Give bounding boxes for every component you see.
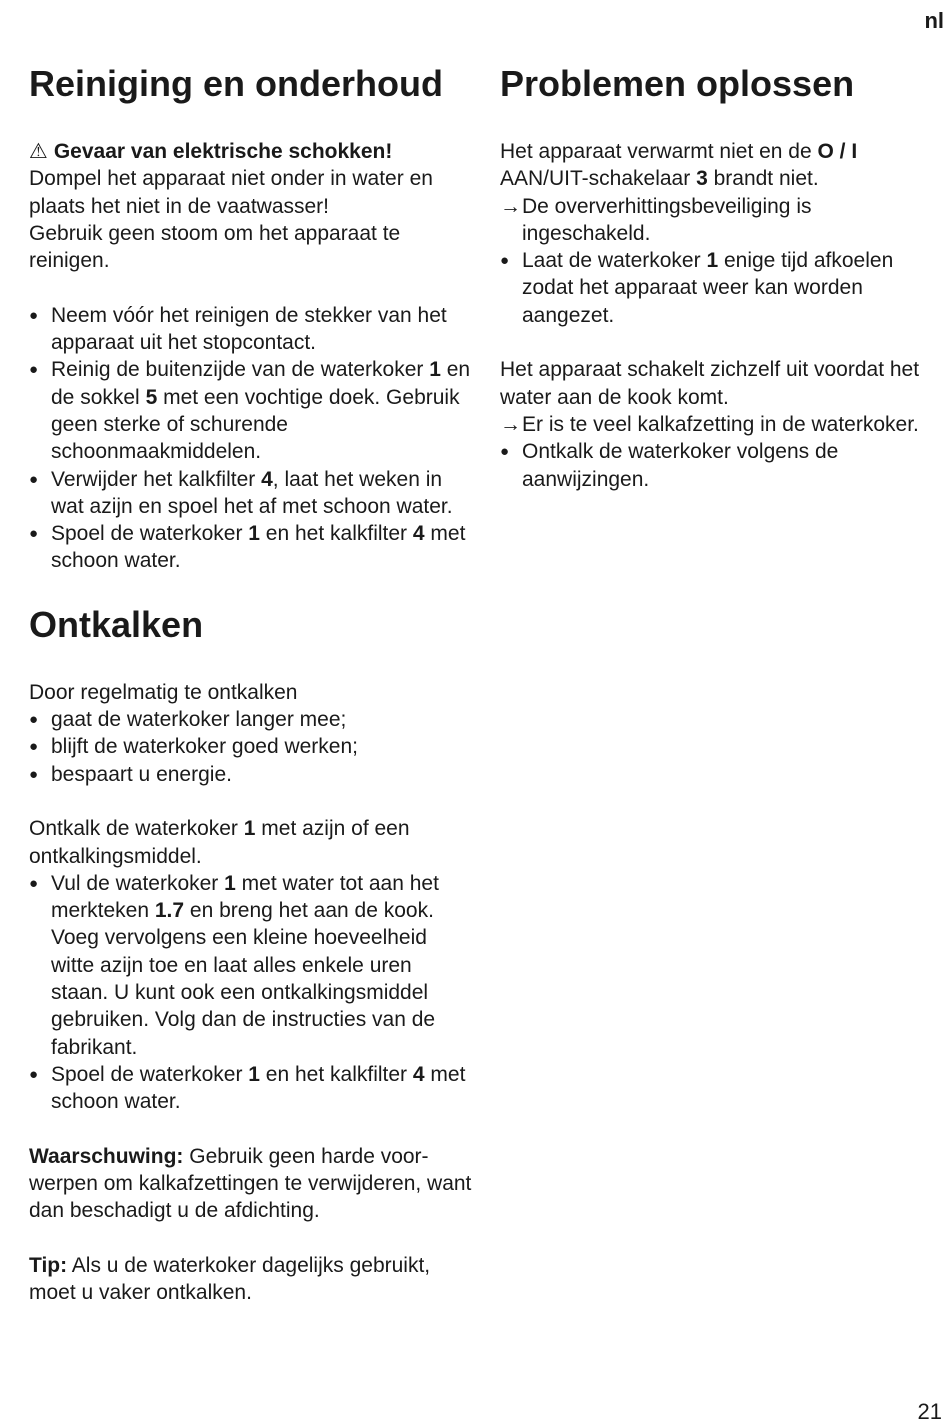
list-item: ● gaat de waterkoker langer mee;	[29, 706, 474, 733]
list-item: ● Spoel de waterkoker 1 en het kalkfilter 4 met schoon water.	[29, 1061, 474, 1116]
warning-text-steam: Gebruik geen stoom om het apparaat te reinigen.	[29, 221, 401, 273]
on-off-switch-symbol: O / I	[817, 140, 858, 163]
language-code: nl	[924, 8, 944, 33]
arrow-right-icon: →	[500, 412, 521, 436]
warning-title: Gevaar van elektrische schokken!	[53, 140, 393, 163]
list-item: ● blijft de waterkoker goed werken;	[29, 733, 474, 760]
list-item: ● Neem vóór het reinigen de stekker van het apparaat uit het stopcontact.	[29, 302, 474, 357]
section-title-ontkalken: Ontkalken	[29, 603, 204, 645]
list-item: ● bespaart u energie.	[29, 761, 474, 788]
problem-1-cause: → De oververhittingsbeveiliging is ingeschakeld.	[500, 194, 812, 245]
section-title-problemen: Problemen oplossen	[500, 63, 855, 104]
right-column	[500, 62, 935, 493]
problem-2: Het apparaat schakelt zichzelf uit voordat het water aan de kook komt.	[500, 358, 920, 409]
list-item: ● Reinig de buitenzijde van de waterkoker 1 en de sokkel 5 met een vochtige doek. Gebruik geen sterke of schurende schoonmaakmiddelen.	[29, 356, 474, 465]
problem-2-cause: → Er is te veel kalkafzetting in de waterkoker.	[500, 411, 935, 438]
descale-paragraph: Ontkalk de waterkoker 1 met azijn of een ontkalkingsmiddel.	[29, 817, 410, 868]
descale-tip: Tip: Als u de waterkoker dagelijks gebruikt, moet u vaker ontkalken.	[29, 1253, 431, 1305]
list-item: ● Vul de waterkoker 1 met water tot aan het merkteken 1.7 en breng het aan de kook. Voeg vervolgens een kleine hoeveelheid witte azijn toe en laat alles enkele uren staan. U kunt ook een ontkalkingsmiddel gebruiken. Volg dan de instructies van de fabrikant.	[29, 870, 474, 1061]
electric-shock-warning	[29, 138, 474, 274]
problem-1-fix: ● Laat de waterkoker 1 enige tijd afkoelen zodat het apparaat weer kan worden aangezet.	[500, 247, 935, 329]
page-number: 21	[917, 1399, 942, 1424]
list-item: ● Spoel de waterkoker 1 en het kalkfilter 4 met schoon water.	[29, 520, 474, 575]
problem-2-fix: ● Ontkalk de waterkoker volgens de aanwijzingen.	[500, 438, 935, 493]
descale-intro: Door regelmatig te ontkalken	[29, 680, 298, 704]
section-title-reiniging: Reiniging en onderhoud	[29, 63, 443, 104]
arrow-right-icon: →	[500, 194, 521, 218]
warning-text-immerse: Dompel het apparaat niet onder in water en plaats het niet in de vaatwasser!	[29, 167, 433, 218]
descale-warning: Waarschuwing: Gebruik geen harde voor-werpen om kalkafzettingen te verwijderen, want dan beschadigt u de afdichting.	[29, 1144, 472, 1223]
left-column	[29, 62, 474, 1307]
problem-1: Het apparaat verwarmt niet en de O / I AAN/UIT-schakelaar 3 brandt niet.	[500, 140, 858, 191]
list-item: ● Verwijder het kalkfilter 4, laat het weken in wat azijn en spoel het af met schoon water.	[29, 466, 474, 521]
warning-triangle-icon: ⚠	[29, 140, 48, 163]
